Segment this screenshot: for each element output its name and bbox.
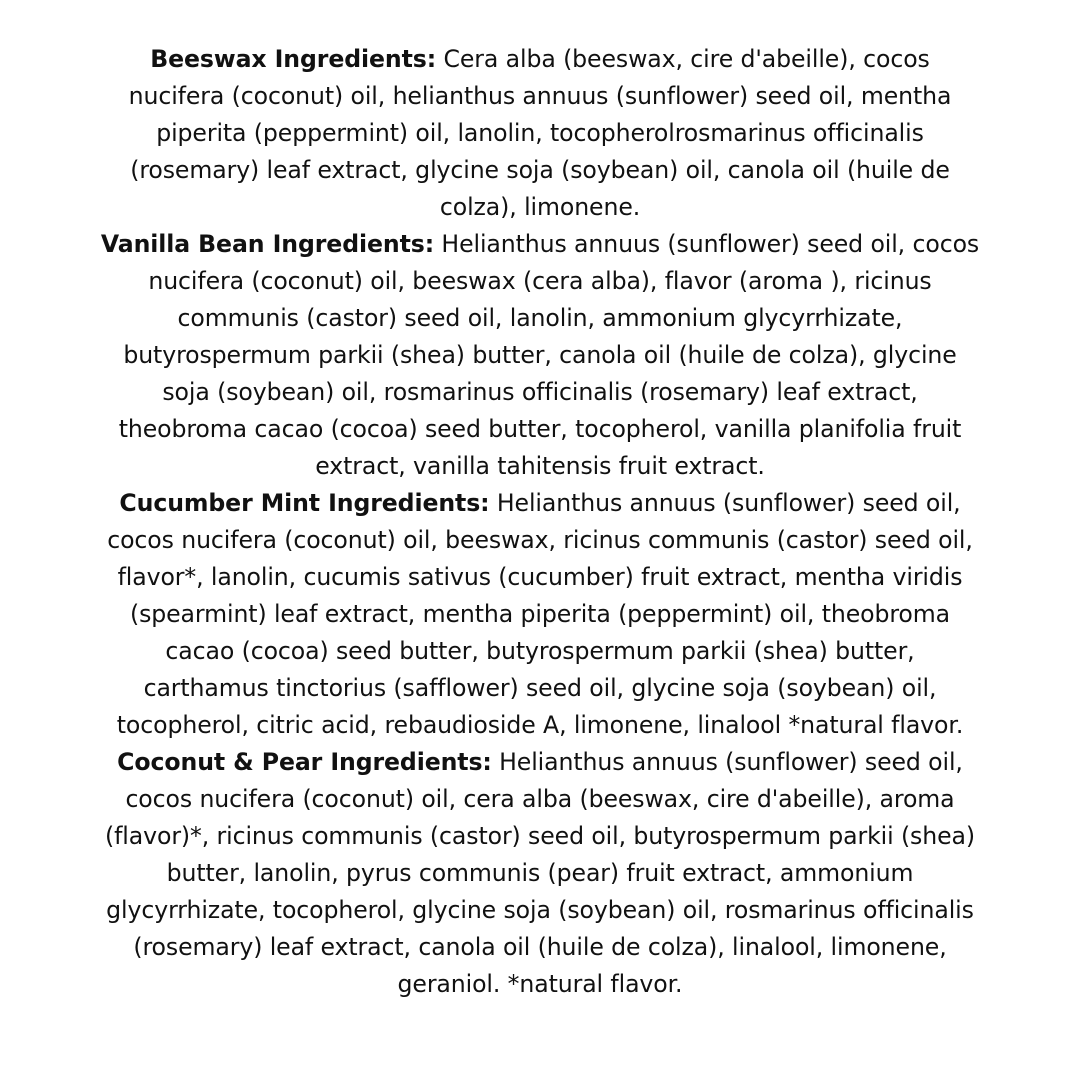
beeswax-ingredients	[100, 41, 980, 226]
coconut-pear-text: Helianthus annuus (sunflower) seed oil, cocos nucifera (coconut) oil, cera alba (beeswax, cire d'abeille), aroma (flavor)*, ricinus communis (castor) seed oil, butyrospermum parkii (shea) butter, lanolin, pyrus communis (pear) fruit extract, ammonium glycyrrhizate, tocopherol, glycine soja (soybean) oil, rosmarinus officinalis (rosemary) leaf extract, canola oil (huile de colza), linalool, limonene, geraniol. *natural flavor.	[105, 748, 975, 998]
vanilla-bean-text: Helianthus annuus (sunflower) seed oil, cocos nucifera (coconut) oil, beeswax (cera alba), flavor (aroma ), ricinus communis (castor) seed oil, lanolin, ammonium glycyrrhizate, butyrospermum parkii (shea) butter, canola oil (huile de colza), glycine soja (soybean) oil, rosmarinus officinalis (rosemary) leaf extract, theobroma cacao (cocoa) seed butter, tocopherol, vanilla planifolia fruit extract, vanilla tahitensis fruit extract.	[118, 230, 980, 480]
cucumber-mint-ingredients	[100, 485, 980, 744]
coconut-pear-ingredients	[100, 744, 980, 1003]
cucumber-mint-text: Helianthus annuus (sunflower) seed oil, cocos nucifera (coconut) oil, beeswax, ricinus communis (castor) seed oil, flavor*, lanolin, cucumis sativus (cucumber) fruit extract, mentha viridis (spearmint) leaf extract, mentha piperita (peppermint) oil, theobroma cacao (cocoa) seed butter, butyrospermum parkii (shea) butter, carthamus tinctorius (safflower) seed oil, glycine soja (soybean) oil, tocopherol, citric acid, rebaudioside A, limonene, linalool *natural flavor.	[107, 489, 973, 739]
coconut-pear-heading: Coconut & Pear Ingredients:	[117, 748, 492, 776]
vanilla-bean-heading: Vanilla Bean Ingredients:	[100, 230, 435, 258]
cucumber-mint-heading: Cucumber Mint Ingredients:	[119, 489, 490, 517]
beeswax-text: Cera alba (beeswax, cire d'abeille), cocos nucifera (coconut) oil, helianthus annuus (sunflower) seed oil, mentha piperita (peppermint) oil, lanolin, tocopherolrosmarinus officinalis (rosemary) leaf extract, glycine soja (soybean) oil, canola oil (huile de colza), limonene.	[128, 45, 952, 221]
ingredients-document	[0, 41, 1080, 1003]
vanilla-bean-ingredients	[100, 226, 980, 485]
beeswax-heading: Beeswax Ingredients:	[150, 45, 437, 73]
